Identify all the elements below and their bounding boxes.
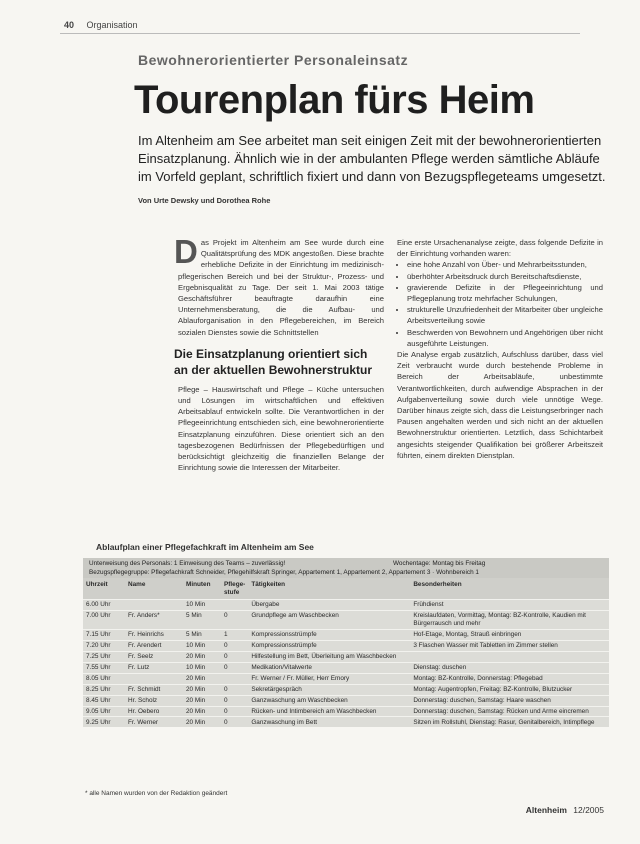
table-cell: 8.25 Uhr (83, 684, 125, 695)
table-cell: 9.05 Uhr (83, 706, 125, 717)
body-paragraph: Pflege – Hauswirtschaft und Pflege – Küche untersuchen und Lösungen im wirtschaftlichen und effektiven Arbeitsablauf entwickeln sollte. Die Verantwortlichen in der Pflegeeinrichtung entschieden sich, eine bewohnerorientierte Einsatzplanung einzuführen. Diese orientiert sich an den tagesbezogenen Bedürfnissen der Pflegebedürftigen und berücksichtigt gleichzeitig die finanziellen Belange der Einrichtung sowie die Interessen der Mitarbeiter. (178, 384, 384, 473)
body-column-2 (397, 237, 603, 461)
list-item: • eine hohe Anzahl von Über- und Mehrarbeitsstunden, (407, 259, 603, 270)
section-name: Organisation (86, 20, 138, 30)
table-cell: 20 Min (183, 651, 221, 662)
body-paragraph: Die Analyse ergab zusätzlich, Aufschluss darüber, dass viel Zeit verbraucht wurde durch bestehende Probleme in Bereich der Arbeitsabläufe, unbestimmte Verantwortlichkeiten, durch aufwendige Absprachen in der Aufgabenverteilung sowie durch viele unnötige Wege. Darüber hinaus zeigte sich, dass die Leistungserbringer nach Pausen angehalten werden und sich nicht an der aktuellen Bewohnerstruktur orientierten. Letztlich, dass Schichtarbeit angesichts steigender Qualifikation bei größerer Arbeitszeit führten, einem direkten Dienstplan. (397, 350, 603, 460)
column-header: Besonderheiten (410, 578, 609, 600)
body-column-1 (174, 233, 384, 473)
table-cell: Dienstag: duschen (410, 662, 609, 673)
issue-number: 12/2005 (573, 805, 604, 815)
list-item: • gravierende Defizite in der Pflegeeinrichtung und Pflegeplanung trotz mehrfacher Schulungen, (407, 282, 603, 304)
table-cell: Hr. Oebero (125, 706, 183, 717)
running-header (64, 20, 138, 30)
table-cell: Übergabe (248, 600, 410, 611)
column-header: Name (125, 578, 183, 600)
page-footer (526, 805, 604, 815)
table-cell: Ganzwaschung im Bett (248, 717, 410, 727)
table-cell: 5 Min (183, 611, 221, 630)
table-cell: Fr. Werner / Fr. Müller, Herr Emory (248, 673, 410, 684)
table-cell: 0 (221, 706, 248, 717)
table-cell: 0 (221, 611, 248, 630)
table-cell: 20 Min (183, 706, 221, 717)
table-cell: 10 Min (183, 600, 221, 611)
table-row (83, 611, 609, 630)
table-cell: Fr. Heinrichs (125, 629, 183, 640)
table-cell (125, 600, 183, 611)
body-paragraph: as Projekt im Altenheim am See wurde durch eine Qualitätsprüfung des MDK angestoßen. Diese brachte erhebliche Defizite in der Einrichtung im medizinisch-pflegerischen Bereich und bei der Struktur-, Prozess- und Ergebnisqualität zu Tage. Der seit 1. Mai 2003 tätige Geschäftsführer beauftragte daraufhin eine Unternehmensberatung, die die Aufbau- und Ablauforganisation in den Pflegebereichen, im Bereich sozialen Dienstes sowie die Schnittstellen (178, 238, 384, 337)
table-cell: 20 Min (183, 673, 221, 684)
table-footnote: * alle Namen wurden von der Redaktion geändert (85, 790, 228, 797)
table-cell (221, 600, 248, 611)
table-cell: 0 (221, 684, 248, 695)
body-paragraph: Eine erste Ursachenanalyse zeigte, dass folgende Defizite in der Einrichtung vorhanden waren: (397, 238, 603, 259)
table-cell: 0 (221, 640, 248, 651)
column-header: Tätigkeiten (248, 578, 410, 600)
table-cell: Kompressionsstrümpfe (248, 629, 410, 640)
table-cell: 8.45 Uhr (83, 695, 125, 706)
list-item: • Beschwerden von Bewohnern und Angehörigen über nicht ausgeführte Leistungen. (407, 327, 603, 349)
table-cell: Donnerstag: duschen, Samstag: Rücken und Arme eincremen (410, 706, 609, 717)
table-cell: Fr. Lutz (125, 662, 183, 673)
schedule-table (83, 578, 609, 727)
table-cell: 7.25 Uhr (83, 651, 125, 662)
schedule-meta-weekdays: Wochentage: Montag bis Freitag (393, 560, 486, 567)
schedule-table-body (83, 600, 609, 728)
article-byline: Von Urte Dewsky und Dorothea Rohe (138, 196, 271, 205)
table-cell: Fr. Schmidt (125, 684, 183, 695)
table-cell: 5 Min (183, 629, 221, 640)
table-cell: Medikation/Vitalwerte (248, 662, 410, 673)
schedule-meta-instruction: Unterweisung des Personals: 1 Einweisung des Teams – zuverlässig! (89, 560, 286, 567)
table-cell: 7.00 Uhr (83, 611, 125, 630)
table-row (83, 717, 609, 727)
table-cell: Fr. Werner (125, 717, 183, 727)
table-cell: 7.20 Uhr (83, 640, 125, 651)
schedule-meta-group: Bezugspflegegruppe: Pflegefachkraft Schneider, Pflegehilfskraft Springer, Appartement 1, Appartement 2, Appartement 3 · Wohnbereich 1 (89, 569, 479, 576)
table-cell: Fr. Anders* (125, 611, 183, 630)
table-cell: Ganzwaschung am Waschbecken (248, 695, 410, 706)
table-cell: 0 (221, 717, 248, 727)
table-cell: Kompressionsstrümpfe (248, 640, 410, 651)
table-row (83, 662, 609, 673)
schedule-table-box (83, 558, 609, 727)
table-cell: Sitzen im Rollstuhl, Dienstag: Rasur, Genitalbereich, Intimpflege (410, 717, 609, 727)
table-cell: Montag: BZ-Kontrolle, Donnerstag: Pflegebad (410, 673, 609, 684)
table-cell: 7.55 Uhr (83, 662, 125, 673)
drop-cap: D (174, 233, 198, 270)
table-cell: 0 (221, 651, 248, 662)
table-row (83, 706, 609, 717)
article-lead: Im Altenheim am See arbeitet man seit einigen Zeit mit der bewohnerorientierten Einsatzplanung. Ähnlich wie in der ambulanten Pflege werden sämtliche Abläufe im Vorfeld geplant, schriftlich fixiert und dann von Bezugspflegeteams umgesetzt. (138, 133, 606, 184)
table-header-row (83, 578, 609, 600)
table-cell: Fr. Arendert (125, 640, 183, 651)
table-row (83, 695, 609, 706)
list-item: • strukturelle Unzufriedenheit der Mitarbeiter über ungleiche Arbeitsverteilung sowie (407, 304, 603, 326)
table-row (83, 684, 609, 695)
table-row (83, 600, 609, 611)
table-cell: Rücken- und Intimbereich am Waschbecken (248, 706, 410, 717)
table-row (83, 673, 609, 684)
deficit-list (397, 259, 603, 349)
table-cell: 20 Min (183, 717, 221, 727)
table-cell (125, 673, 183, 684)
table-cell: Hof-Etage, Montag, Strauß einbringen (410, 629, 609, 640)
table-cell: Montag: Augentropfen, Freitag: BZ-Kontrolle, Blutzucker (410, 684, 609, 695)
table-cell: Fr. Seelz (125, 651, 183, 662)
table-cell: Donnerstag: duschen, Samstag: Haare waschen (410, 695, 609, 706)
table-cell: 8.05 Uhr (83, 673, 125, 684)
column-header: Pflege-stufe (221, 578, 248, 600)
page-number: 40 (64, 20, 75, 30)
table-cell: 10 Min (183, 662, 221, 673)
article-title: Tourenplan fürs Heim (134, 78, 535, 122)
header-rule (60, 33, 580, 34)
table-cell: 20 Min (183, 684, 221, 695)
table-row (83, 629, 609, 640)
table-cell (221, 673, 248, 684)
table-cell: 3 Flaschen Wasser mit Tabletten im Zimmer stellen (410, 640, 609, 651)
article-kicker: Bewohnerorientierter Personaleinsatz (138, 52, 409, 68)
table-cell: 0 (221, 695, 248, 706)
table-row (83, 640, 609, 651)
column-header: Minuten (183, 578, 221, 600)
table-cell: 7.15 Uhr (83, 629, 125, 640)
table-cell: Kreislaufdaten, Vormittag, Montag: BZ-Kontrolle, Kaudien mit Bürgerrausch und mehr (410, 611, 609, 630)
table-cell (410, 651, 609, 662)
table-cell: Hr. Scholz (125, 695, 183, 706)
magazine-name: Altenheim (525, 805, 567, 815)
table-cell: 20 Min (183, 695, 221, 706)
table-cell: 6.00 Uhr (83, 600, 125, 611)
table-cell: Frühdienst (410, 600, 609, 611)
list-item: • überhöhter Arbeitsdruck durch Bereitschaftsdienste, (407, 271, 603, 282)
schedule-meta (83, 558, 609, 578)
table-cell: 1 (221, 629, 248, 640)
table-cell: Hilfestellung im Bett, Überleitung am Waschbecken (248, 651, 410, 662)
article-subheading: Die Einsatzplanung orientiert sich an der aktuellen Bewohnerstruktur (174, 346, 373, 377)
table-cell: 9.25 Uhr (83, 717, 125, 727)
table-cell: Grundpflege am Waschbecken (248, 611, 410, 630)
table-cell: 0 (221, 662, 248, 673)
table-row (83, 651, 609, 662)
table-cell: 10 Min (183, 640, 221, 651)
column-header: Uhrzeit (83, 578, 125, 600)
schedule-title: Ablaufplan einer Pflegefachkraft im Altenheim am See (96, 542, 314, 552)
table-cell: Sekretärgespräch (248, 684, 410, 695)
